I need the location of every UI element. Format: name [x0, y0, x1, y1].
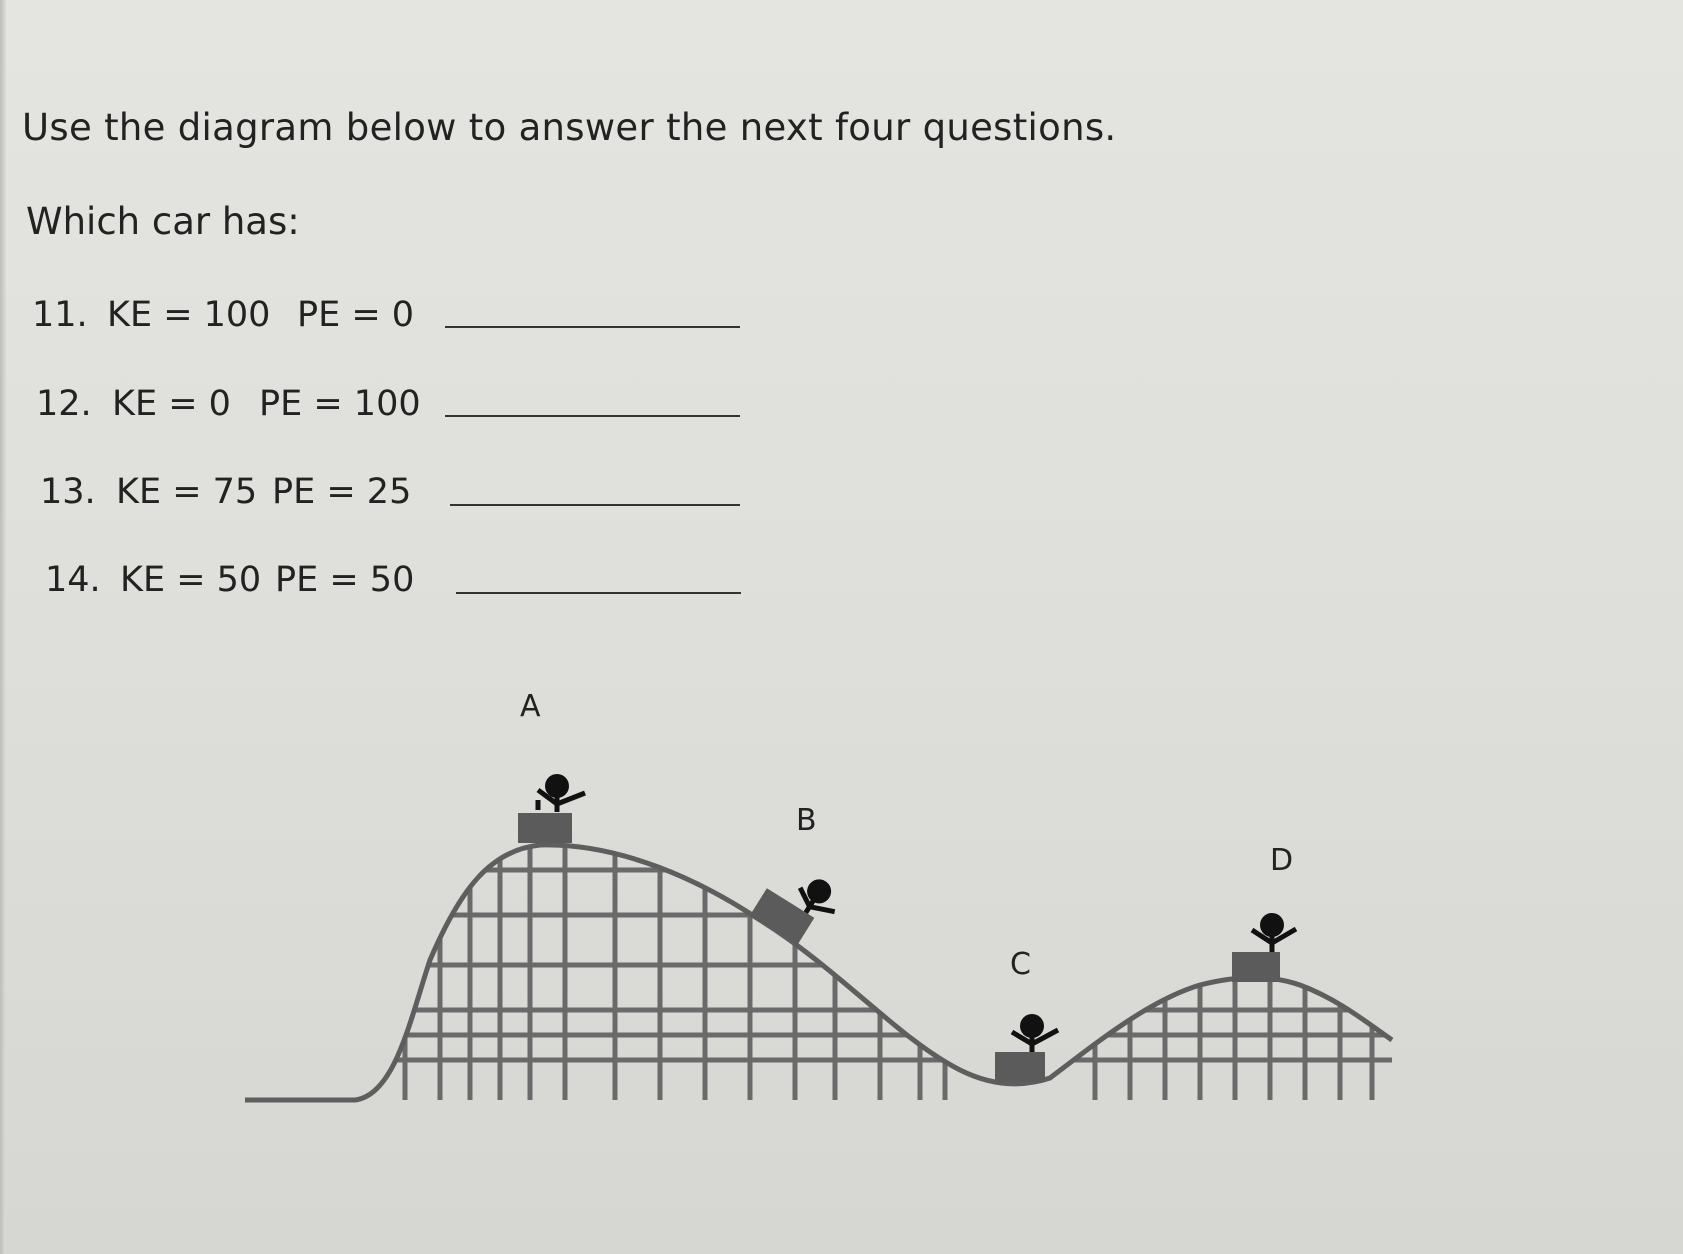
potential-energy-value: PE = 50	[275, 560, 415, 600]
car-c	[995, 1014, 1058, 1082]
question-prompt: Which car has:	[26, 200, 300, 243]
kinetic-energy-value: KE = 100	[107, 295, 271, 335]
potential-energy-value: PE = 100	[259, 384, 421, 424]
kinetic-energy-value: KE = 0	[112, 384, 231, 424]
car-b	[750, 857, 846, 953]
question-number: 14.	[45, 560, 101, 600]
potential-energy-value: PE = 0	[297, 295, 415, 335]
kinetic-energy-value: KE = 50	[120, 560, 262, 600]
potential-energy-value: PE = 25	[272, 472, 412, 512]
question-number: 12.	[36, 384, 92, 424]
car-a	[518, 774, 585, 843]
question-number: 13.	[40, 472, 96, 512]
car-label-b: B	[796, 803, 817, 838]
car-d	[1232, 913, 1296, 982]
car-label-d: D	[1270, 843, 1294, 878]
instruction-text: Use the diagram below to answer the next four questions.	[22, 106, 1117, 149]
car-label-c: C	[1010, 947, 1031, 982]
kinetic-energy-value: KE = 75	[116, 472, 258, 512]
question-number: 11.	[32, 295, 88, 335]
car-label-a: A	[520, 689, 541, 724]
